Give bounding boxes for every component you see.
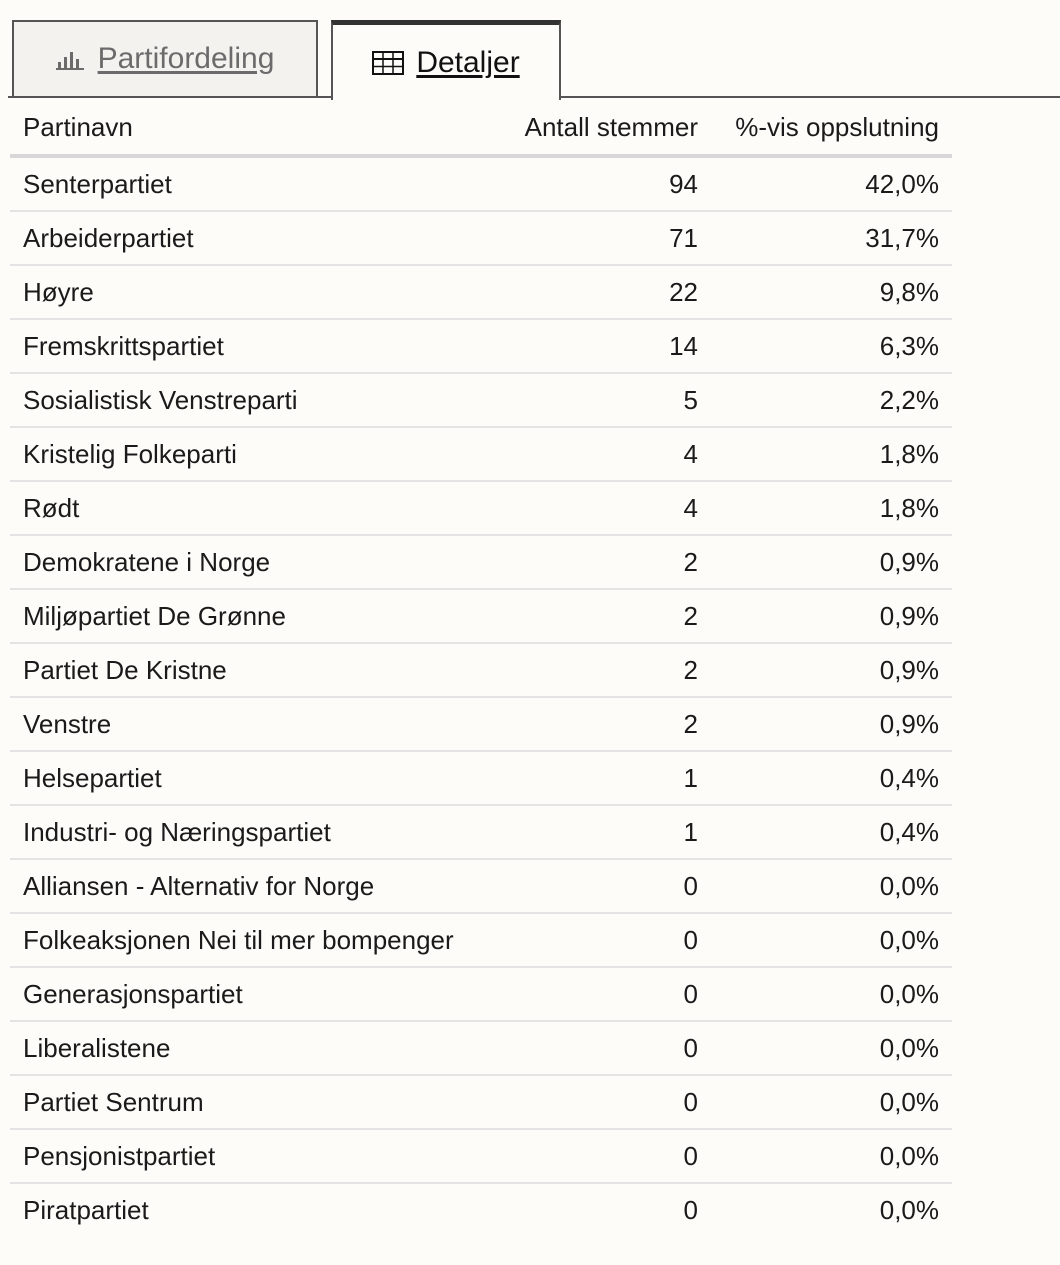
- table-row: [10, 265, 952, 319]
- votes-cell: 4: [505, 427, 711, 481]
- percent-cell: 31,7%: [711, 211, 952, 265]
- table-row: [10, 967, 952, 1021]
- table-body: [10, 156, 952, 1236]
- percent-cell: 0,4%: [711, 751, 952, 805]
- header-percent: %-vis oppslutning: [711, 100, 952, 156]
- votes-cell: 0: [505, 859, 711, 913]
- party-name-cell: Demokratene i Norge: [10, 535, 505, 589]
- percent-cell: 0,0%: [711, 1129, 952, 1183]
- party-name-cell: Venstre: [10, 697, 505, 751]
- table-icon: [372, 51, 404, 75]
- percent-cell: 0,0%: [711, 967, 952, 1021]
- table-row: [10, 913, 952, 967]
- table-row: [10, 1021, 952, 1075]
- votes-cell: 4: [505, 481, 711, 535]
- votes-cell: 2: [505, 535, 711, 589]
- votes-cell: 0: [505, 1075, 711, 1129]
- percent-cell: 2,2%: [711, 373, 952, 427]
- table-row: [10, 1075, 952, 1129]
- table-row: [10, 319, 952, 373]
- party-name-cell: Piratpartiet: [23, 1194, 149, 1225]
- party-name-cell: Generasjonspartiet: [10, 967, 505, 1021]
- votes-cell: 2: [505, 589, 711, 643]
- votes-cell: 94: [505, 156, 711, 211]
- votes-cell: 0: [505, 967, 711, 1021]
- percent-cell: 1,8%: [711, 427, 952, 481]
- party-name-cell: Kristelig Folkeparti: [10, 427, 505, 481]
- party-name-cell: Partiet Sentrum: [10, 1075, 505, 1129]
- table-row: [10, 859, 952, 913]
- party-name-cell: Pensjonistpartiet: [10, 1129, 505, 1183]
- party-name-cell: Partiet De Kristne: [10, 643, 505, 697]
- party-name-cell: Liberalistene: [10, 1021, 505, 1075]
- votes-cell: 0: [505, 1021, 711, 1075]
- party-name-cell: Industri- og Næringspartiet: [10, 805, 505, 859]
- votes-cell: 2: [505, 697, 711, 751]
- party-name-cell: Miljøpartiet De Grønne: [10, 589, 505, 643]
- table-row: [10, 1183, 952, 1236]
- percent-cell: 9,8%: [711, 265, 952, 319]
- header-votes: Antall stemmer: [505, 100, 711, 156]
- votes-cell: 14: [505, 319, 711, 373]
- table-row: [10, 589, 952, 643]
- party-name-cell: Folkeaksjonen Nei til mer bompenger: [10, 913, 505, 967]
- results-table: [10, 100, 952, 1236]
- votes-cell: 0: [683, 1194, 698, 1225]
- tab-label: Partifordeling: [97, 42, 275, 75]
- party-name-cell: Arbeiderpartiet: [10, 211, 505, 265]
- table-row: [10, 373, 952, 427]
- tab-bar: [0, 0, 1060, 98]
- percent-cell: 0,9%: [711, 535, 952, 589]
- percent-cell: 0,0%: [711, 1075, 952, 1129]
- table-header-row: [10, 100, 952, 156]
- party-name-cell: Rødt: [10, 481, 505, 535]
- results-table-container: [10, 100, 952, 1236]
- percent-cell: 0,0%: [879, 1194, 939, 1225]
- votes-cell: 22: [505, 265, 711, 319]
- tab-label: Detaljer: [416, 45, 520, 79]
- votes-cell: 2: [505, 643, 711, 697]
- percent-cell: 42,0%: [711, 156, 952, 211]
- party-name-cell: Sosialistisk Venstreparti: [10, 373, 505, 427]
- percent-cell: 1,8%: [711, 481, 952, 535]
- party-name-cell: Helsepartiet: [10, 751, 505, 805]
- table-row: [10, 805, 952, 859]
- percent-cell: 0,9%: [711, 589, 952, 643]
- table-row: [10, 211, 952, 265]
- percent-cell: 0,0%: [711, 859, 952, 913]
- table-row: [10, 697, 952, 751]
- header-party-name: Partinavn: [10, 100, 505, 156]
- tab-detaljer[interactable]: [331, 20, 561, 100]
- table-row: [10, 751, 952, 805]
- bar-chart-icon: [56, 48, 86, 70]
- party-name-cell: Fremskrittspartiet: [10, 319, 505, 373]
- percent-cell: 0,0%: [711, 1021, 952, 1075]
- percent-cell: 0,9%: [711, 697, 952, 751]
- table-row: [10, 427, 952, 481]
- party-name-cell: Senterpartiet: [10, 156, 505, 211]
- percent-cell: 0,9%: [711, 643, 952, 697]
- votes-cell: 5: [505, 373, 711, 427]
- party-name-cell: Alliansen - Alternativ for Norge: [10, 859, 505, 913]
- tab-partifordeling[interactable]: [12, 20, 318, 96]
- votes-cell: 0: [505, 1129, 711, 1183]
- table-row: [10, 156, 952, 211]
- party-name-cell: Høyre: [10, 265, 505, 319]
- percent-cell: 6,3%: [711, 319, 952, 373]
- votes-cell: 0: [505, 913, 711, 967]
- votes-cell: 1: [505, 751, 711, 805]
- table-row: [10, 643, 952, 697]
- table-row: [10, 1129, 952, 1183]
- votes-cell: 1: [505, 805, 711, 859]
- percent-cell: 0,0%: [711, 913, 952, 967]
- table-row: [10, 535, 952, 589]
- percent-cell: 0,4%: [711, 805, 952, 859]
- table-row: [10, 481, 952, 535]
- votes-cell: 71: [505, 211, 711, 265]
